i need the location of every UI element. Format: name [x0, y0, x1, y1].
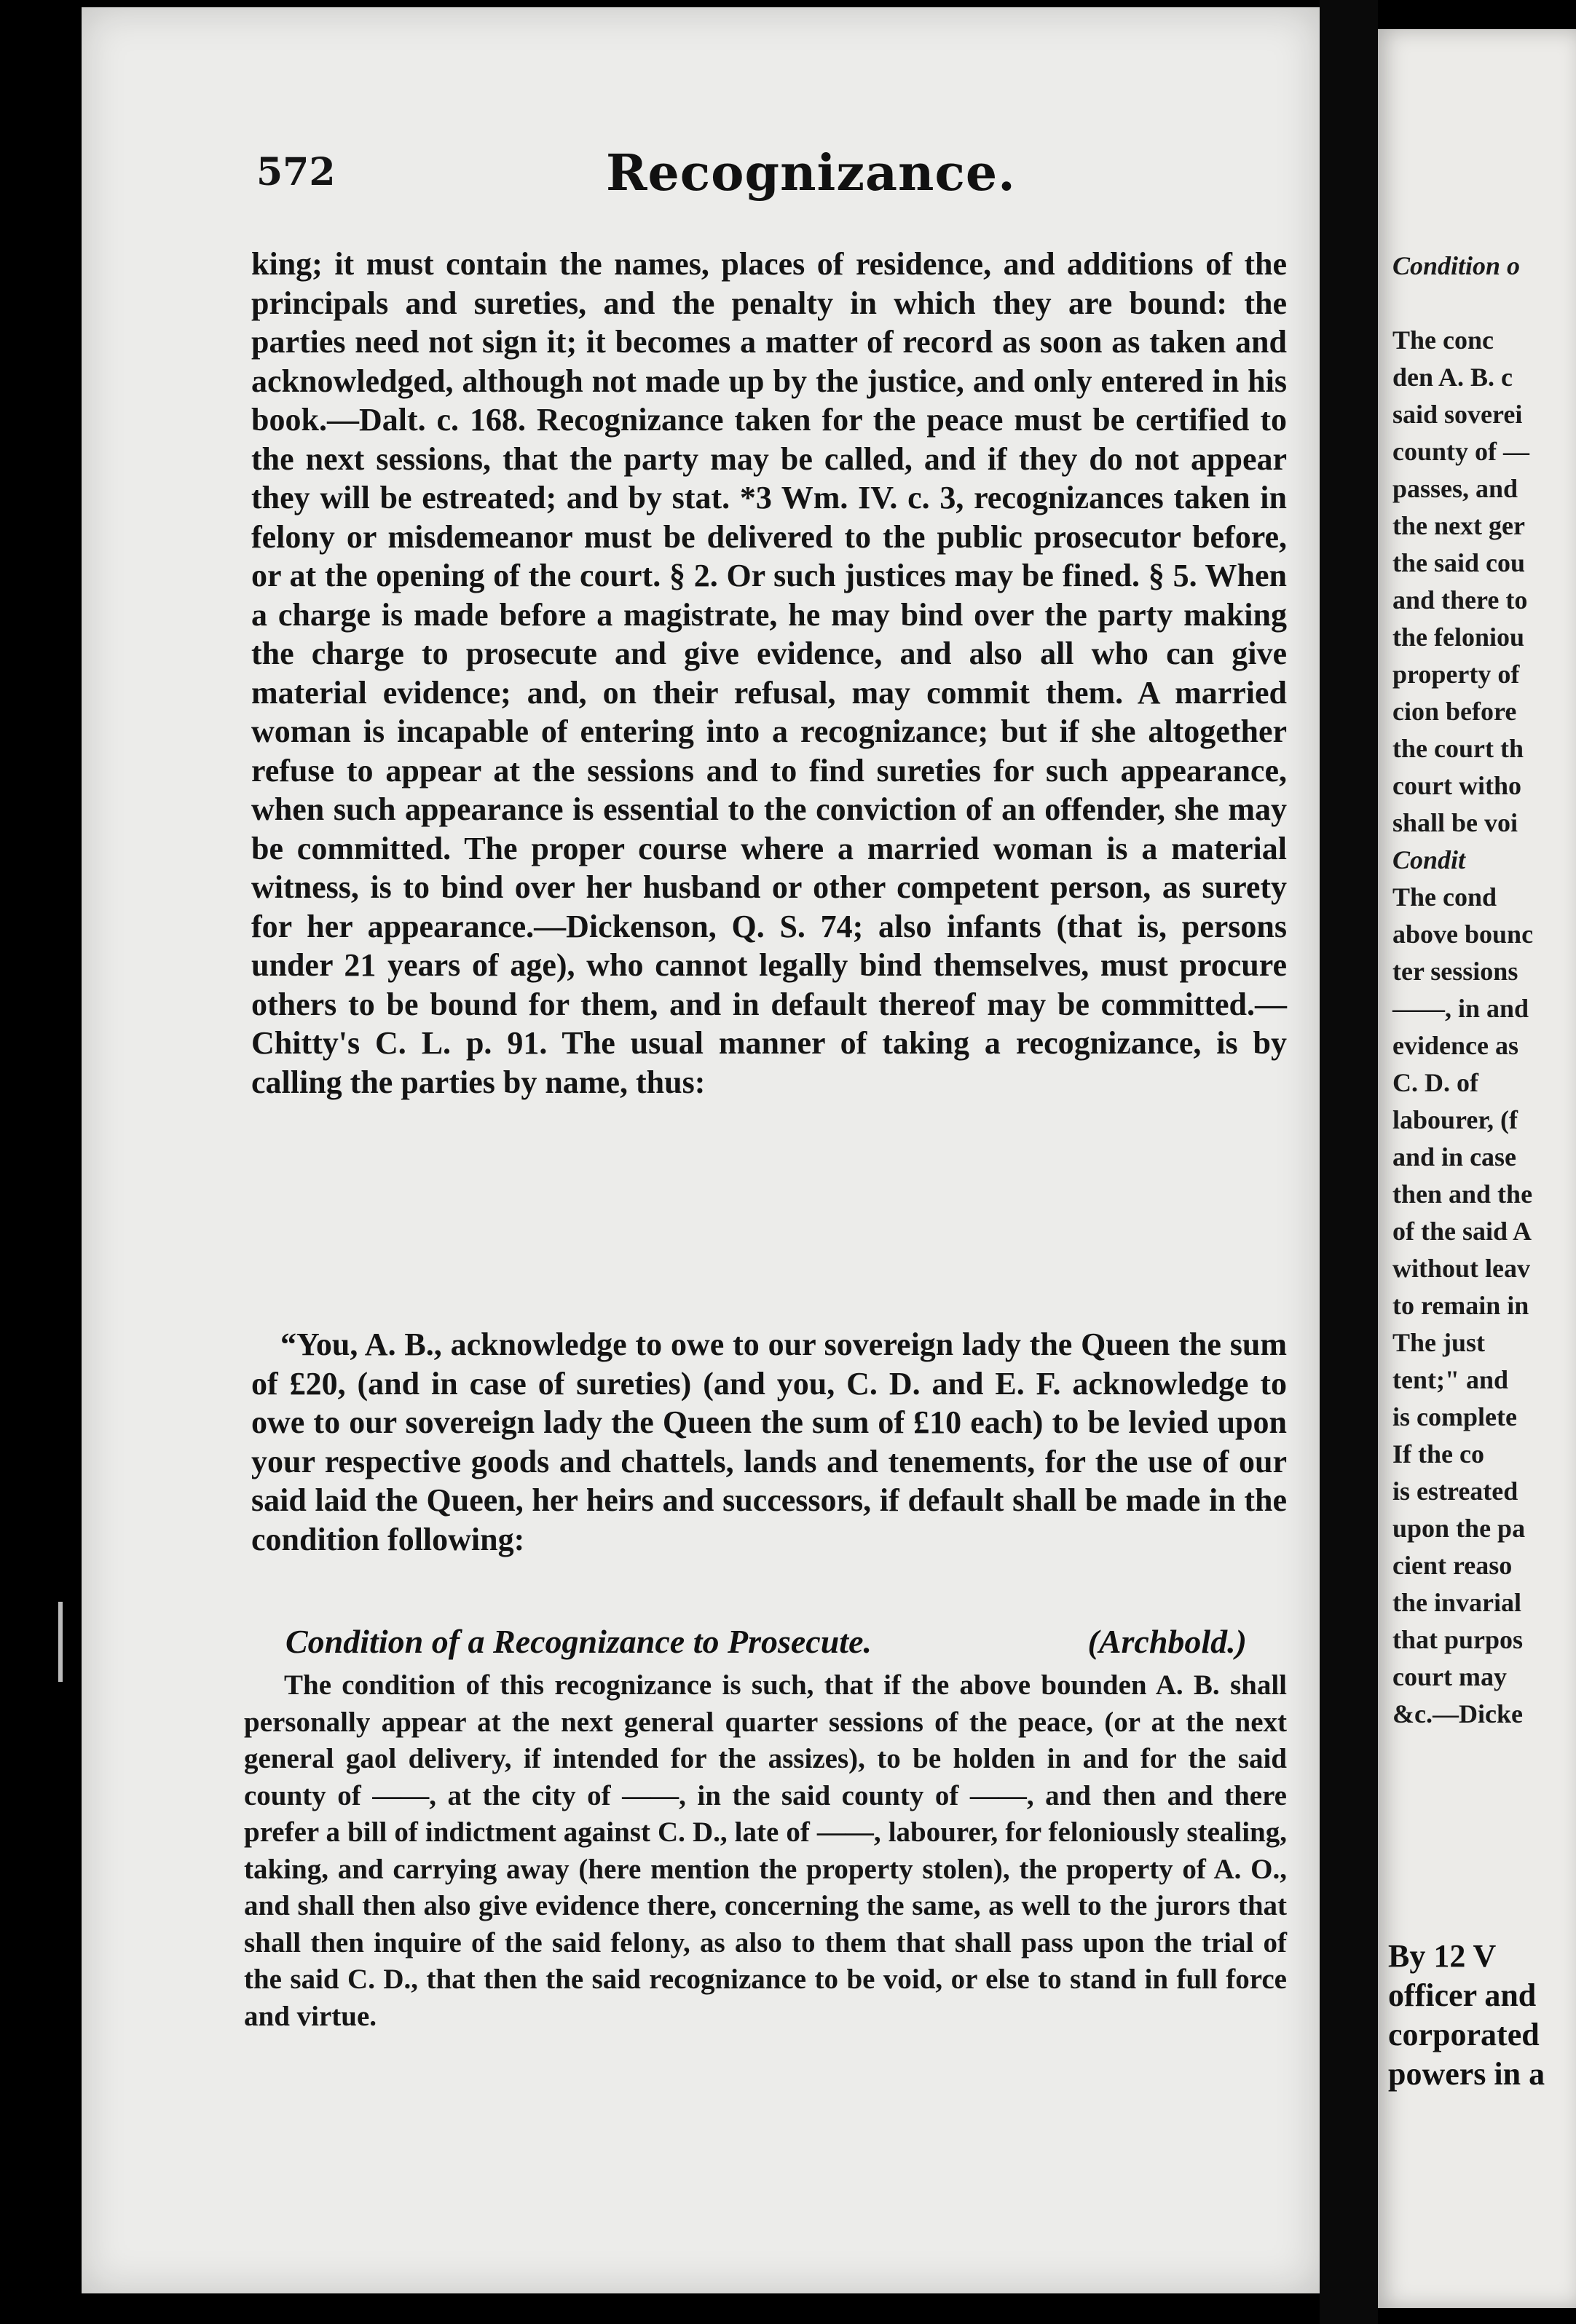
right-page-line: without leav: [1392, 1254, 1530, 1283]
right-page-bottom-text: [1388, 1937, 1576, 2094]
condition-title: Condition of a Recognizance to Prosecute.: [285, 1623, 872, 1660]
right-page-line: passes, and: [1392, 474, 1518, 503]
right-page-bottom-line: corporated: [1388, 2017, 1540, 2052]
recognizance-formula: [251, 1325, 1287, 1559]
right-page-bottom-line: officer and: [1388, 1977, 1537, 2013]
right-page-line: upon the pa: [1392, 1514, 1526, 1543]
right-page-line: and there to: [1392, 585, 1528, 614]
page-number: 572: [256, 150, 336, 194]
right-page-line: [1392, 285, 1576, 322]
right-page-line: of the said A: [1392, 1217, 1532, 1246]
right-page-line: ter sessions: [1392, 957, 1518, 986]
right-page-line: ——, in and: [1392, 994, 1529, 1023]
right-page-line: and in case: [1392, 1142, 1517, 1171]
right-page-line: The conc: [1392, 325, 1494, 355]
condition-source: (Archbold.): [1087, 1623, 1247, 1660]
right-page-line: the court th: [1392, 734, 1524, 763]
book-gutter: [1320, 0, 1378, 2324]
right-page-line: den A. B. c: [1392, 363, 1513, 392]
right-page-line: cient reaso: [1392, 1551, 1513, 1580]
right-page-line: the invarial: [1392, 1588, 1521, 1617]
body-text: [251, 245, 1287, 1102]
right-page-line: Condition o: [1392, 251, 1521, 280]
right-page-line: shall be voi: [1392, 808, 1518, 837]
right-page-line: the said cou: [1392, 548, 1526, 577]
right-page-line: If the co: [1392, 1439, 1484, 1469]
right-page-line: the next ger: [1392, 511, 1525, 540]
page-header: [169, 144, 1298, 210]
right-page-line: The just: [1392, 1328, 1486, 1357]
right-page-line: C. D. of: [1392, 1068, 1478, 1097]
body-paragraph: king; it must contain the names, places of residence, and additions of the principals and sureties, and the penalty in which they are bound: the parties need not sign it; it becomes a matter of record as soon as taken and acknowledged, although not made up by the justice, and only entered in his book.—Dalt. c. 168. Recognizance taken for the peace must be certified to the next sessions, that the party may be called, and if they do not appear they will be estreated; and by stat. *3 Wm. IV. c. 3, recognizances taken in felony or misdemeanor must be delivered to the public prosecutor before, or at the opening of the court. § 2. Or such justices may be fined. § 5. When a charge is made before a magistrate, he may bind over the party making the charge to prosecute and give evidence, and also all who can give material evidence; and, on their refusal, may commit them. A married woman is incapable of entering into a recognizance; but if she altogether refuse to appear at the sessions and to find sureties for such appearance, when such appearance is essential to the conviction of an offender, she may be committed. The proper course where a married woman is a material witness, is to bind over her husband or other competent person, as surety for her appearance.—Dickenson, Q. S. 74; also infants (that is, persons under 21 years of age), who cannot legally bind themselves, must procure others to be bound for them, and in default thereof may be committed.—Chitty's C. L. p. 91. The usual manner of taking a recognizance, is by calling the parties by name, thus:: [251, 246, 1287, 1100]
right-page-line: court witho: [1392, 771, 1521, 800]
quote-paragraph: “You, A. B., acknowledge to owe to our sovereign lady the Queen the sum of £20, (and in case of sureties) (and you, C. D. and E. F. acknowledge to owe to our sovereign lady the Queen the sum of £10 each) to be levied upon your respective goods and chattels, lands and tenements, for the use of our said laid the Queen, her heirs and successors, if default shall be made in the condition following:: [251, 1327, 1287, 1557]
right-page-bottom-line: By 12 V: [1388, 1938, 1497, 1974]
right-page-line: court may: [1392, 1662, 1507, 1691]
right-page-line: evidence as: [1392, 1031, 1518, 1060]
right-page-line: above bounc: [1392, 920, 1534, 949]
right-page-line: to remain in: [1392, 1291, 1529, 1320]
right-page-line: is estreated: [1392, 1477, 1518, 1506]
right-page-text: [1392, 248, 1576, 1733]
right-page-line: Condit: [1392, 845, 1466, 874]
right-page-line: said soverei: [1392, 400, 1523, 429]
condition-text: [244, 1667, 1287, 2035]
right-page-line: &c.—Dicke: [1392, 1699, 1523, 1728]
right-page-line: county of —: [1392, 437, 1529, 466]
right-page-line: tent;" and: [1392, 1365, 1508, 1394]
right-page-line: the feloniou: [1392, 622, 1525, 652]
right-page-line: that purpos: [1392, 1625, 1524, 1654]
right-page-line: is complete: [1392, 1402, 1517, 1431]
right-page-bottom-line: powers in a: [1388, 2056, 1545, 2092]
right-page-line: The cond: [1392, 882, 1497, 912]
condition-paragraph: The condition of this recognizance is such, that if the above bounden A. B. shall personally appear at the next general quarter sessions of the peace, (or at the next general gaol delivery, if intended for the assizes), to be holden in and for the said county of ——, at the city of ——, in the said county of ——, and then and there prefer a bill of indictment against C. D., late of ——, labourer, for feloniously stealing, taking, and carrying away (here mention the property stolen), the property of A. O., and shall then also give evidence there, concerning the same, as well to the jurors that shall then inquire of the said felony, as also to them that shall pass upon the trial of the said C. D., that then the said recognizance to be void, or else to stand in full force and virtue.: [244, 1669, 1287, 2032]
right-page-line: property of: [1392, 660, 1520, 689]
right-page-line: cion before: [1392, 697, 1517, 726]
running-title: Recognizance.: [606, 144, 1016, 202]
right-page-line: then and the: [1392, 1179, 1533, 1209]
right-page-line: labourer, (f: [1392, 1105, 1518, 1134]
margin-mark: [58, 1602, 63, 1682]
condition-heading: [285, 1622, 1291, 1661]
